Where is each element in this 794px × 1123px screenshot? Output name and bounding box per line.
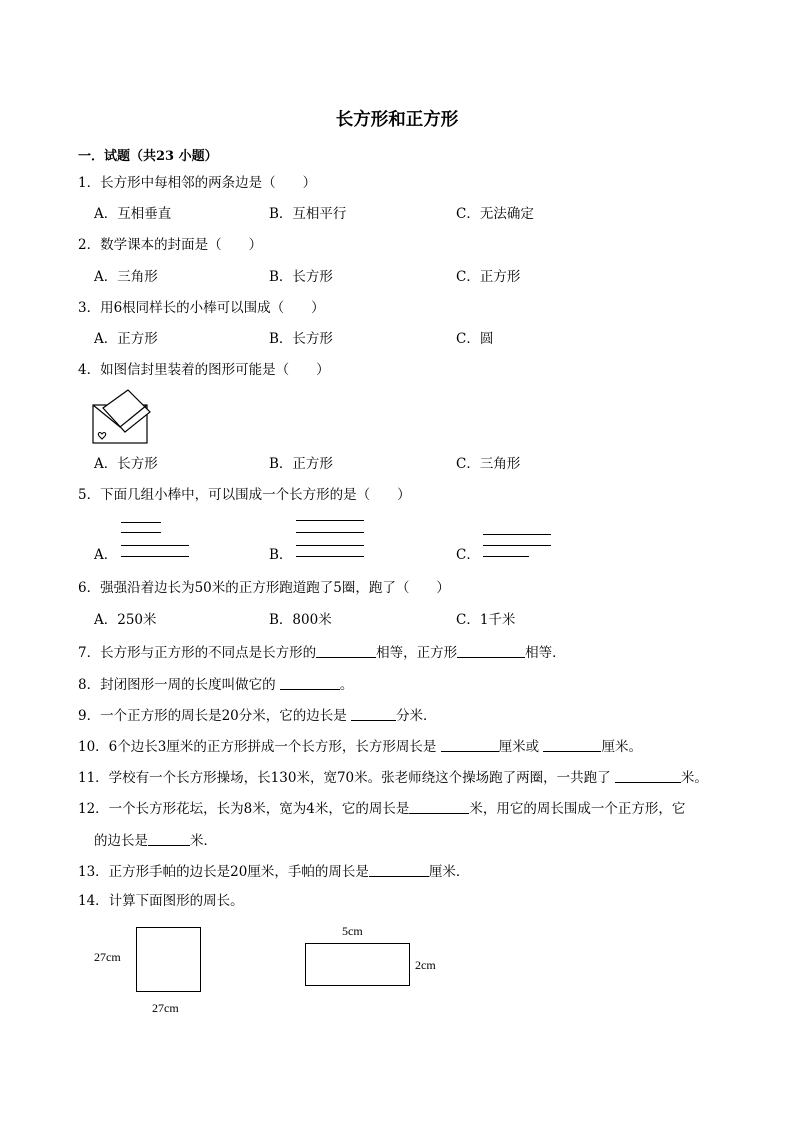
section-heading: 一．试题（共23 小题） [78,149,218,164]
question-2-option-a: A．三角形 [94,269,158,285]
question-1-stem: 1．长方形中每相邻的两条边是（ ） [78,175,317,191]
rectangle-length-label: 5cm [342,924,363,938]
question-4-stem: 4．如图信封里装着的图形可能是（ ） [78,362,330,378]
answer-blank[interactable] [148,833,190,846]
question-11: 11．学校有一个长方形操场，长130米，宽70米。张老师绕这个操场跑了两圈，一共跑了 米。 [78,770,708,786]
answer-blank[interactable] [316,645,376,658]
rectangle-figure [305,943,410,986]
answer-blank[interactable] [280,677,340,690]
question-2-option-c: C．正方形 [456,269,521,285]
stick [121,532,161,533]
question-3-stem: 3．用6根同样长的小棒可以围成（ ） [78,300,325,316]
question-6-option-a: A．250米 [94,612,157,628]
question-4-option-b: B．正方形 [269,456,333,472]
answer-blank[interactable] [369,864,429,877]
square-side-label-left: 27cm [94,950,121,964]
answer-blank[interactable] [351,708,396,721]
stick [121,522,161,523]
question-1-option-a: A．互相垂直 [94,206,172,222]
square-figure [136,927,201,992]
question-3-option-c: C．圆 [456,331,494,347]
answer-blank[interactable] [409,801,469,814]
question-5-option-b: B． [269,547,293,563]
stick [296,545,364,546]
question-3-option-a: A．正方形 [94,331,158,347]
question-5-stem: 5．下面几组小棒中，可以围成一个长方形的是（ ） [78,487,411,503]
question-2-stem: 2．数学课本的封面是（ ） [78,237,263,253]
stick [121,545,189,546]
question-10: 10．6个边长3厘米的正方形拼成一个长方形，长方形周长是 厘米或 厘米。 [78,739,642,755]
square-side-label-bottom: 27cm [152,1001,179,1015]
question-4-option-c: C．三角形 [456,456,521,472]
question-5-option-c: C． [456,547,480,563]
question-13: 13．正方形手帕的边长是20厘米，手帕的周长是 厘米． [78,864,470,880]
question-6-option-c: C．1千米 [456,612,516,628]
stick [296,520,364,521]
question-7: 7．长方形与正方形的不同点是长方形的 相等，正方形 相等． [78,645,566,661]
question-14-stem: 14．计算下面图形的周长。 [78,893,244,909]
question-9: 9．一个正方形的周长是20分米，它的边长是 分米． [78,708,437,724]
envelope-figure [90,384,154,446]
answer-blank[interactable] [615,770,681,783]
question-8: 8．封闭图形一周的长度叫做它的 。 [78,677,354,693]
question-4-option-a: A．长方形 [94,456,158,472]
question-12: 12．一个长方形花坛，长为8米，宽为4米，它的周长是 米，用它的周长围成一个正方形，它 [78,801,686,817]
answer-blank[interactable] [457,645,525,658]
stick [483,545,551,546]
question-6-stem: 6．强强沿着边长为50米的正方形跑道跑了5圈，跑了（ ） [78,580,450,596]
question-3-option-b: B．长方形 [269,331,333,347]
question-1-option-b: B．互相平行 [269,206,347,222]
page-title: 长方形和正方形 [335,110,459,130]
stick [121,556,189,557]
stick [296,532,364,533]
question-2-option-b: B．长方形 [269,269,333,285]
question-1-option-c: C．无法确定 [456,206,534,222]
answer-blank[interactable] [441,739,499,752]
rectangle-width-label: 2cm [415,958,436,972]
stick [483,556,529,557]
stick [296,556,364,557]
stick [483,534,551,535]
answer-blank[interactable] [543,739,601,752]
question-5-option-a: A． [94,547,118,563]
question-12-continued: 的边长是 米． [94,833,217,849]
question-6-option-b: B．800米 [269,612,332,628]
